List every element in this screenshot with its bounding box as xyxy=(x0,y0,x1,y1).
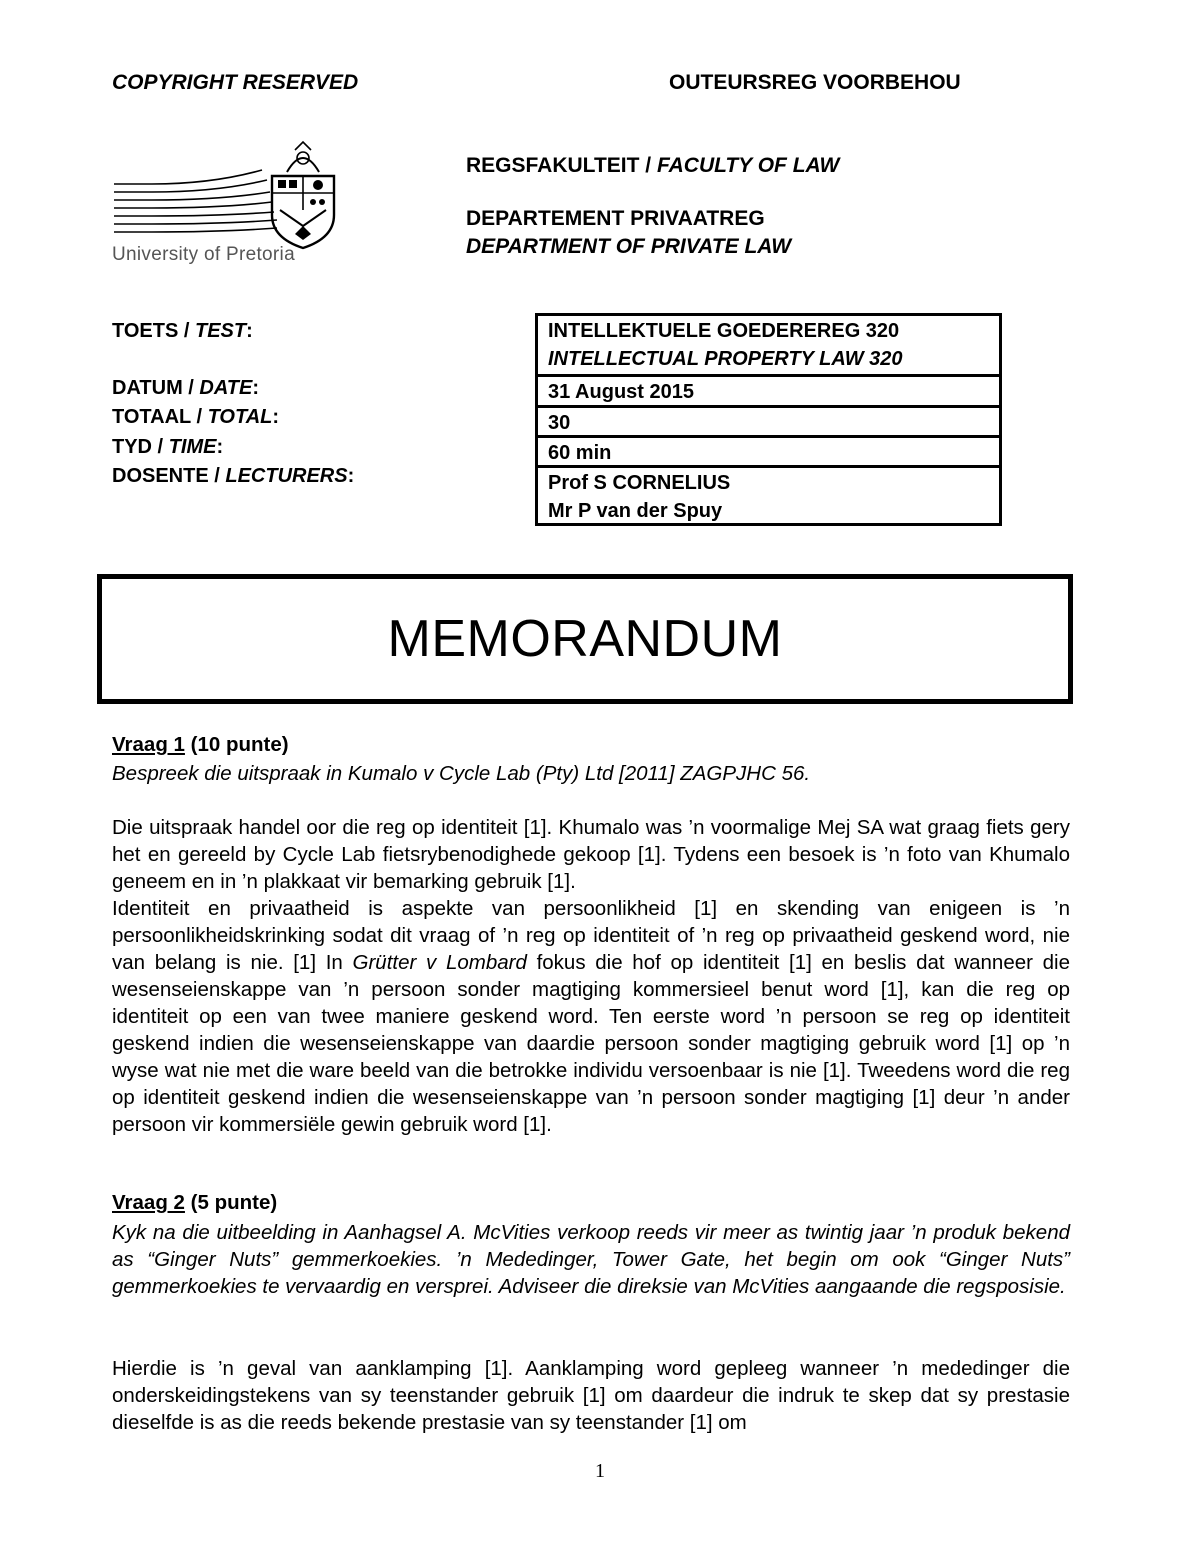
page-number: 1 xyxy=(595,1460,605,1482)
label-en: LECTURERS xyxy=(225,465,348,487)
label-en: DATE xyxy=(199,377,253,399)
label-time xyxy=(112,436,223,459)
colon: : xyxy=(216,436,224,458)
module-af: INTELLEKTUELE GOEDEREREG 320 xyxy=(548,320,900,342)
module-cell xyxy=(538,316,999,374)
question-2-prompt: Kyk na die uitbeelding in Aanhagsel A. McVities verkoop reeds vir meer as twintig jaar ’n produk bekend as “Ginger Nuts” gemmerkoekies. ’n Mededinger, Tower Gate, het begin om ook “Ginger Nuts” gemmerkoekies te vervaardig en versprei. Adviseer die direksie van McVities aangaande die regsposisie. xyxy=(112,1221,1070,1298)
question-label: Vraag 2 xyxy=(112,1191,185,1214)
details-table xyxy=(535,313,1002,526)
label-en: TEST xyxy=(194,320,247,342)
memorandum-box xyxy=(97,574,1073,704)
label-test xyxy=(112,320,253,343)
colon: : xyxy=(272,406,280,428)
colon: : xyxy=(347,465,355,487)
label-af: TOTAAL xyxy=(112,406,191,428)
question-1-prompt: Bespreek die uitspraak in Kumalo v Cycle Lab (Pty) Ltd [2011] ZAGPJHC 56. xyxy=(112,762,811,785)
label-af: DOSENTE xyxy=(112,465,209,487)
question-2-heading xyxy=(112,1191,277,1215)
date-cell: 31 August 2015 xyxy=(538,374,999,405)
label-af: TYD xyxy=(112,436,152,458)
memorandum-title: MEMORANDUM xyxy=(387,610,783,668)
label-af: TOETS xyxy=(112,320,179,342)
colon: : xyxy=(252,377,260,399)
question-1-answer xyxy=(112,814,1070,1138)
total-cell: 30 xyxy=(538,405,999,435)
label-total xyxy=(112,406,279,429)
logo-text: University of Pretoria xyxy=(112,244,295,265)
answer-paragraph xyxy=(112,895,1070,1138)
question-label: Vraag 1 xyxy=(112,733,185,756)
lecturer-2: Mr P van der Spuy xyxy=(548,500,723,522)
lecturer-1: Prof S CORNELIUS xyxy=(548,472,731,494)
label-date xyxy=(112,377,259,400)
label-af: DATUM xyxy=(112,377,183,399)
label-en: TIME xyxy=(168,436,217,458)
outeursreg-voorbehou: OUTEURSREG VOORBEHOU xyxy=(669,71,961,94)
label-en: TOTAL xyxy=(207,406,273,428)
faculty-af: REGSFAKULTEIT xyxy=(466,154,640,177)
question-2-answer xyxy=(112,1355,1070,1436)
case-name: Grütter v Lombard xyxy=(352,951,527,974)
department-en: DEPARTMENT OF PRIVATE LAW xyxy=(466,235,792,258)
answer-text: Identiteit en privaatheid is aspekte van persoonlikheid [1] en skending van enigeen is ’n persoonlikheidskrinking sodat dit vraag of ’n reg op identiteit of ’n reg op privaatheid geskend word, nie van belang is nie. [1] In xyxy=(112,897,1070,974)
separator: / xyxy=(208,465,226,487)
faculty-title xyxy=(466,154,839,178)
separator: / xyxy=(178,320,195,342)
question-marks: (5 punte) xyxy=(184,1191,278,1214)
question-1-heading xyxy=(112,733,289,757)
lecturers-cell xyxy=(538,465,999,523)
separator: / xyxy=(639,154,657,177)
time-cell: 60 min xyxy=(538,435,999,465)
answer-paragraph: Hierdie is ’n geval van aanklamping [1]. Aanklamping word gepleeg wanneer ’n mededinger die onderskeidingstekens van sy teenstander gebruik [1] om daardeur die indruk te skep dat sy prestasie dieselfde is as die reeds bekende prestasie van sy teenstander [1] om xyxy=(112,1357,1070,1434)
answer-paragraph: Die uitspraak handel oor die reg op identiteit [1]. Khumalo was ’n voormalige Mej SA wat graag fiets gery het en gereeld by Cycle Lab fietsrybenodighede gekoop [1]. Tydens een besoek is ’n foto van Khumalo geneem en in ’n plakkaat vir bemarking gebruik [1]. xyxy=(112,816,1070,893)
answer-text: fokus die hof op identiteit [1] en beslis dat wanneer die wesenseienskappe van ’n persoon sonder magtiging kommersieel benut word [1], kan die reg op identiteit op een van twee maniere geskend word. Ten eerste word ’n persoon se reg op identiteit geskend indien die wesenseienskappe van daardie persoon sonder magtiging gebruik word [1] op ’n wyse wat nie met die ware beeld van die betrokke individu versoenbaar is nie [1]. Tweedens word die reg op identiteit geskend indien die wesenseienskappe van ’n persoon sonder magtiging [1] deur ’n ander persoon vir kommersiële gewin gebruik word [1]. xyxy=(112,951,1071,1136)
department-af: DEPARTEMENT PRIVAATREG xyxy=(466,207,765,230)
label-lecturers xyxy=(112,465,354,488)
faculty-en: FACULTY OF LAW xyxy=(656,154,840,177)
module-en: INTELLECTUAL PROPERTY LAW 320 xyxy=(548,348,903,370)
separator: / xyxy=(182,377,200,399)
separator: / xyxy=(190,406,208,428)
question-marks: (10 punte) xyxy=(184,733,289,756)
separator: / xyxy=(152,436,169,458)
colon: : xyxy=(246,320,253,342)
copyright-reserved: COPYRIGHT RESERVED xyxy=(112,71,359,94)
